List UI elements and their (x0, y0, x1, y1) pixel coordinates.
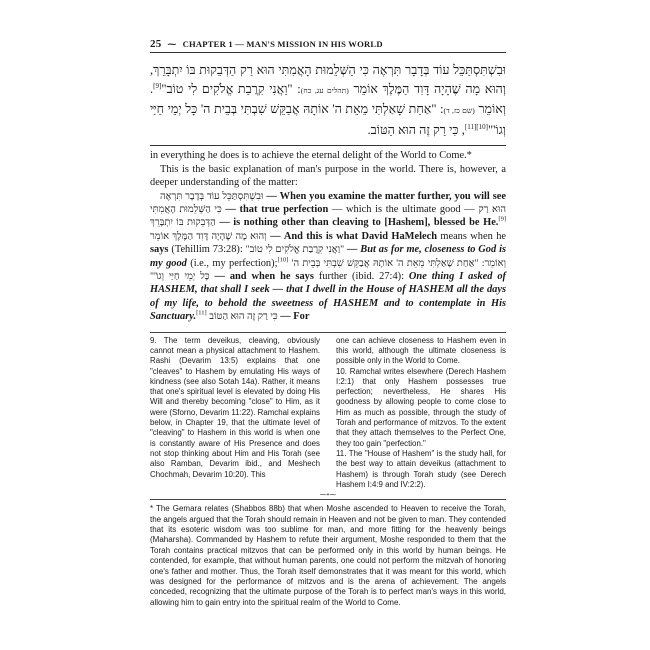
commentary-text: means when he (437, 230, 507, 242)
translation-bold: — and when he says (209, 271, 314, 283)
hebrew-source: (תהלים עג, כח) (300, 85, 349, 95)
note-9-continued: one can achieve closeness to Hashem even in this world, although the ultimate closeness is possible only in the World to Come. (336, 335, 506, 366)
hebrew-text: : "אַחַת שָׁאַלְתִּי מֵאֵת ה' אוֹתָהּ אֲבַקֵּשׁ שִׁבְתִּי בְּבֵית ה' כָּל יְמֵי חַיַּי וְגוֹ'" (150, 102, 506, 137)
note-marker: [9] (153, 81, 162, 90)
divider-ornament-icon: ⁓•⁓ (319, 491, 337, 500)
note-9: 9. The term deveikus, cleaving, obviously cannot mean a physical attachment to Hashem. Rashi (Devarim 13:5) explains that one "cleaves" to Hashem by emulating His ways of kindness (see also Sotah 14a). Rather, it means that one's spiritual level is elevated by doing His Will and thereby becoming "close" to Him, as it were (Sforno, Devarim 11:22). Ramchal explains below, in Chapter 19, that the ultimate level of "cleaving" to Hashem in this world is when one is constantly aware of His Presence and does not stop thinking about Him and His Torah (see also Ramban, Devarim ibid., and Meshech Chochmah, Devarim 10:20). This (150, 335, 320, 479)
hebrew-phrase: וְאוֹמֵר: "אַחַת שָׁאַלְתִּי מֵאֵת ה' אוֹתָהּ אֲבַקֵּשׁ שִׁבְתִּי בְּבֵית ה' כָּל יְמֵי חַיַּי וְגוֹ'" (150, 257, 506, 283)
paragraph: This is the basic explanation of man's purpose in the world. There is, however, a deeper understanding of the matter: (150, 163, 506, 189)
header-rule (150, 52, 506, 53)
footnote (150, 499, 506, 608)
chapter-title: CHAPTER 1 — MAN'S MISSION IN HIS WORLD (182, 39, 383, 49)
hebrew-text: , כִּי רַק זֶה הוּא הַטּוֹב. (367, 122, 465, 137)
section-rule (150, 145, 506, 146)
english-translation (150, 149, 506, 323)
hebrew-phrase: וּבִשְׁתִּסְתַּכֵּל עוֹד בְּדָבָר תִּרְאֶה (160, 190, 264, 202)
hebrew-text: . וְאוֹמֵר (150, 81, 506, 117)
page-number: 25 (150, 38, 162, 50)
hebrew-text: וּבִשְׁתִּסְתַּכֵּל עוֹד בְּדָבָר תִּרְאֶה כִּי הַשְּׁלֵמוּת הָאֲמִתִּי הוּא רַק הַדְּבֵקוּת בּוֹ יִתְבָּרֵךְ, וְהוּא מָה שֶׁהָיָה דָּוִד הַמֶּלֶךְ אוֹמֵר (150, 63, 507, 96)
ornament-icon: ⁓ (167, 38, 177, 49)
hebrew-text-block (150, 61, 506, 139)
book-page (150, 38, 506, 608)
translation-bold: — And this is what David HaMelech (266, 230, 437, 242)
note-10: 10. Ramchal writes elsewhere (Derech Hashem I:2:1) that only Hashem possesses true perfection; nevertheless, He shares His goodness by allowing people to come close to Him as much as possible, through the study of Torah and performance of mitzvos. To the extent that they attach themselves to the Perfect One, they too gain "perfection." (336, 366, 506, 448)
paragraph: in everything he does is to achieve the eternal delight of the World to Come.* (150, 150, 472, 162)
note-marker: [10][11] (464, 122, 488, 131)
translation-bold: — that true perfection (221, 204, 329, 215)
notes-column-right (336, 336, 506, 490)
hebrew-text: : "וַאֲנִי קִרֲבַת אֱלֹקִים לִי טוֹב" (161, 81, 301, 96)
paragraph (150, 190, 506, 324)
running-header (150, 38, 506, 50)
verse-translation: — But as for me, closeness to God is my good (150, 244, 506, 269)
commentary-text: (i.e., my perfection); (186, 257, 278, 269)
footnote-text: * The Gemara relates (Shabbos 88b) that when Moshe ascended to Heaven to receive the Torah, the angels argued that the Torah should remain in Heaven and not be given to man. They contended that its esoteric wisdom was too sublime for man, and more fitting for the heavenly beings (Maharsha). Commanded by Hashem to refute their argument, Moshe responded to them that the Torah contains practical mitzvos that can be performed only in this world by human beings. He contended, for example, that without human parents, one could not perform the mitzvah of honoring one's father and mother. Thus, the Torah itself demonstrates that it was meant for this world, which was designed for the performance of mitzvos and is the arena of achievement. The angels conceded, recognizing that the ultimate purpose of the Torah is to perfect man's ways in this world, allowing him to gain entry into the spiritual realm of the World to Come. (150, 504, 506, 607)
hebrew-phrase: כִּי רַק זֶה הוּא הַטּוֹב (209, 311, 278, 323)
note-11: 11. The "House of Hashem" is the study hall, for the best way to attain deveikus (attachment to Hashem) is through Torah study (see Derech Hashem I:4:9 and IV:2:2). (336, 448, 506, 489)
translation-bold: — is nothing other than cleaving to [Hashem], blessed be He. (215, 217, 499, 229)
translation-bold: — When you examine the matter further, you will see (263, 190, 507, 202)
note-marker: [10] (277, 256, 289, 264)
note-marker: [9] (498, 215, 506, 223)
translation-bold: says (150, 244, 169, 256)
commentary-text: (Tehillim 73:28): (168, 244, 246, 256)
commentary-text: — which is the ultimate good — (328, 204, 479, 215)
hebrew-phrase: הוּא רַק הַדְּבֵקוּת בּוֹ יִתְבָּרֵךְ (150, 204, 506, 229)
commentary-text: further (ibid. 27:4): (313, 271, 409, 283)
note-marker: [11] (196, 309, 207, 317)
hebrew-phrase: וְהוּא מָה שֶׁהָיָה דָּוִד הַמֶּלֶךְ אוֹמֵר (150, 230, 267, 242)
notes-column-left (150, 336, 320, 490)
endnotes (150, 332, 506, 490)
verse-translation: One thing I asked of HASHEM, that shall I seek — that I dwell in the House of HASHEM all the days of my life, to behold the sweetness of HASHEM and to contemplate in His Sanctuary. (150, 271, 506, 323)
translation-bold: — For (277, 311, 310, 323)
hebrew-phrase: "וַאֲנִי קִרֲבַת אֱלֹקִים לִי טוֹב" (245, 244, 345, 256)
hebrew-phrase: כִּי הַשְּׁלֵמוּת הָאֲמִתִּי (150, 204, 222, 215)
hebrew-source: (שם כז, ד) (443, 106, 475, 116)
